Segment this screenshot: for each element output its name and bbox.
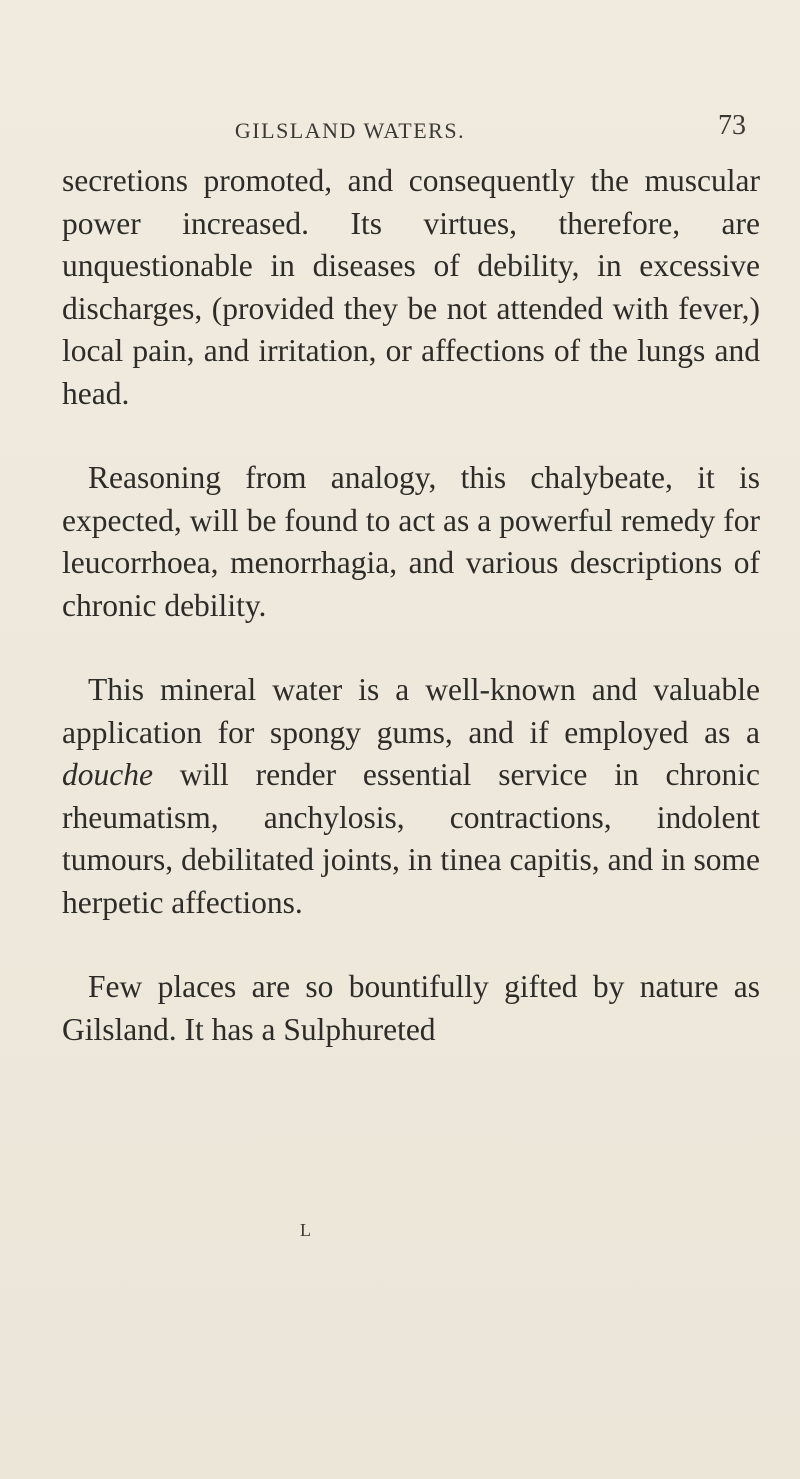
paragraph-3-part-1: This mineral water is a well-known and valuable application for spongy gums, and if employed as a — [62, 672, 760, 750]
paragraph-3-italic-term: douche — [62, 757, 153, 792]
page-number: 73 — [718, 110, 746, 141]
paragraph-2: Reasoning from analogy, this chalybeate, it is expected, will be found to act as a powerful remedy for leucorrhoea, menorrhagia, and various descriptions of chronic debility. — [62, 460, 760, 623]
paragraph-4: Few places are so bountifully gifted by nature as Gilsland. It has a Sulphureted — [62, 969, 760, 1047]
signature-mark: L — [300, 1220, 311, 1240]
running-title: GILSLAND WATERS. — [234, 118, 466, 143]
paragraph-3-part-2: will render essential service in chronic rheumatism, anchylosis, contractions, indolent tumours, debilitated joints, in tinea capitis, and in some herpetic affections. — [62, 757, 760, 920]
paragraph-1: secretions promoted, and consequently the muscular power increased. Its virtues, therefore, are unquestionable in diseases of debility, in excessive discharges, (provided they be not attended with fever,) local pain, and irritation, or affections of the lungs and head. — [62, 163, 760, 411]
body-text — [62, 160, 760, 1051]
paragraph-3 — [62, 669, 760, 924]
